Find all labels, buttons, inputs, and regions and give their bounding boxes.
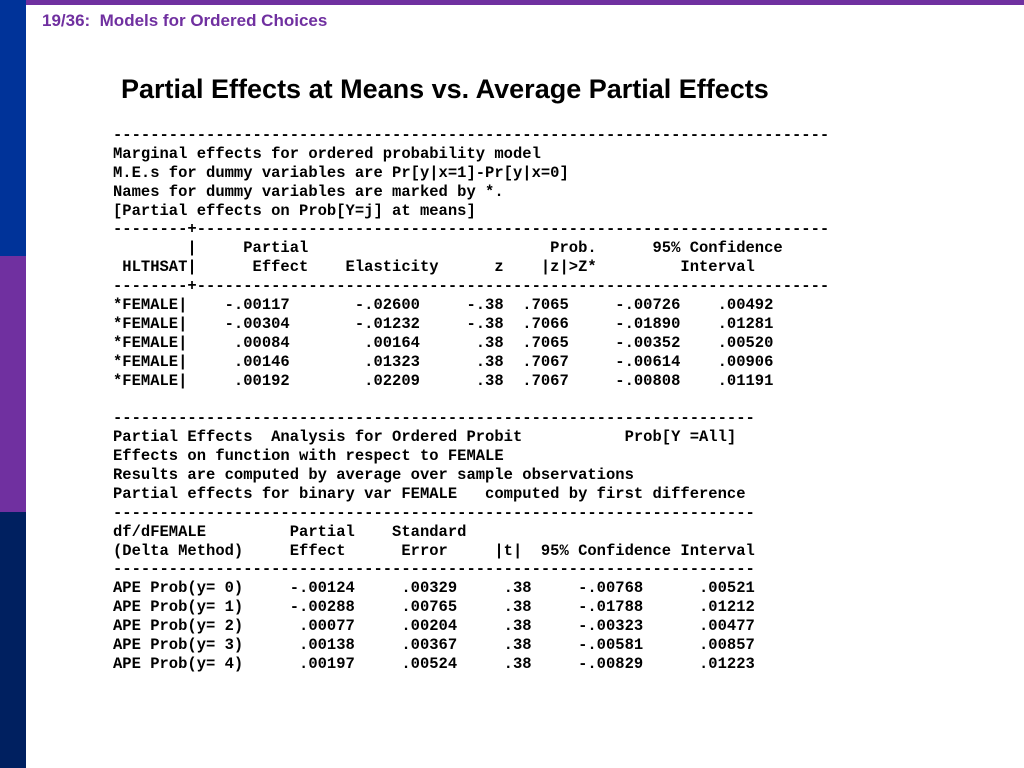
slide-title: Partial Effects at Means vs. Average Partial Effects <box>121 74 769 104</box>
output-line: --------+-------------------------------------------------------------------- <box>113 220 830 239</box>
output-line <box>113 390 829 409</box>
output-line: *FEMALE| -.00117 -.02600 -.38 .7065 -.00726 .00492 <box>113 296 774 315</box>
output-line: --------------------------------------------------------------------- <box>113 503 755 522</box>
output-line: HLTHSAT| Effect Elasticity z |z|>Z* Interval <box>113 258 755 277</box>
output-line: *FEMALE| .00192 .02209 .38 .7067 -.00808 .01191 <box>113 371 774 390</box>
output-line: *FEMALE| -.00304 -.01232 -.38 .7066 -.01890 .01281 <box>113 314 774 333</box>
output-line: Partial Effects Analysis for Ordered Probit Prob[Y =All] <box>113 428 737 447</box>
output-line: Results are computed by average over sample observations <box>113 466 634 485</box>
side-color-strip <box>0 0 26 768</box>
side-strip-blue-segment <box>0 0 26 256</box>
output-line: Marginal effects for ordered probability model <box>113 144 541 163</box>
output-line: --------+-------------------------------------------------------------------- <box>113 277 830 296</box>
output-line: Partial effects for binary var FEMALE computed by first difference <box>113 484 746 503</box>
output-line: --------------------------------------------------------------------- <box>113 560 755 579</box>
output-line: *FEMALE| .00084 .00164 .38 .7065 -.00352 .00520 <box>113 333 774 352</box>
output-line: --------------------------------------------------------------------- <box>113 409 755 428</box>
output-line: | Partial Prob. 95% Confidence <box>113 239 783 258</box>
output-line: APE Prob(y= 1) -.00288 .00765 .38 -.01788 .01212 <box>113 598 755 617</box>
output-line: Effects on function with respect to FEMALE <box>113 447 504 466</box>
output-line: APE Prob(y= 0) -.00124 .00329 .38 -.00768 .00521 <box>113 579 755 598</box>
output-line: APE Prob(y= 2) .00077 .00204 .38 -.00323 .00477 <box>113 617 755 636</box>
output-line: APE Prob(y= 4) .00197 .00524 .38 -.00829 .01223 <box>113 654 755 673</box>
side-strip-navy-segment <box>0 512 26 768</box>
top-accent-bar <box>0 0 1024 5</box>
side-strip-purple-segment <box>0 256 26 512</box>
output-line: Names for dummy variables are marked by *. <box>113 182 504 201</box>
output-line: (Delta Method) Effect Error |t| 95% Confidence Interval <box>113 541 755 560</box>
output-line: df/dFEMALE Partial Standard <box>113 522 467 541</box>
output-line: *FEMALE| .00146 .01323 .38 .7067 -.00614 .00906 <box>113 352 774 371</box>
output-line: APE Prob(y= 3) .00138 .00367 .38 -.00581 .00857 <box>113 636 755 655</box>
regression-output-block <box>113 126 829 674</box>
output-line: M.E.s for dummy variables are Pr[y|x=1]-Pr[y|x=0] <box>113 163 569 182</box>
slide-header-label: 19/36: Models for Ordered Choices <box>42 11 328 30</box>
output-line: [Partial effects on Prob[Y=j] at means] <box>113 201 476 220</box>
output-line: ----------------------------------------------------------------------------- <box>113 126 830 144</box>
